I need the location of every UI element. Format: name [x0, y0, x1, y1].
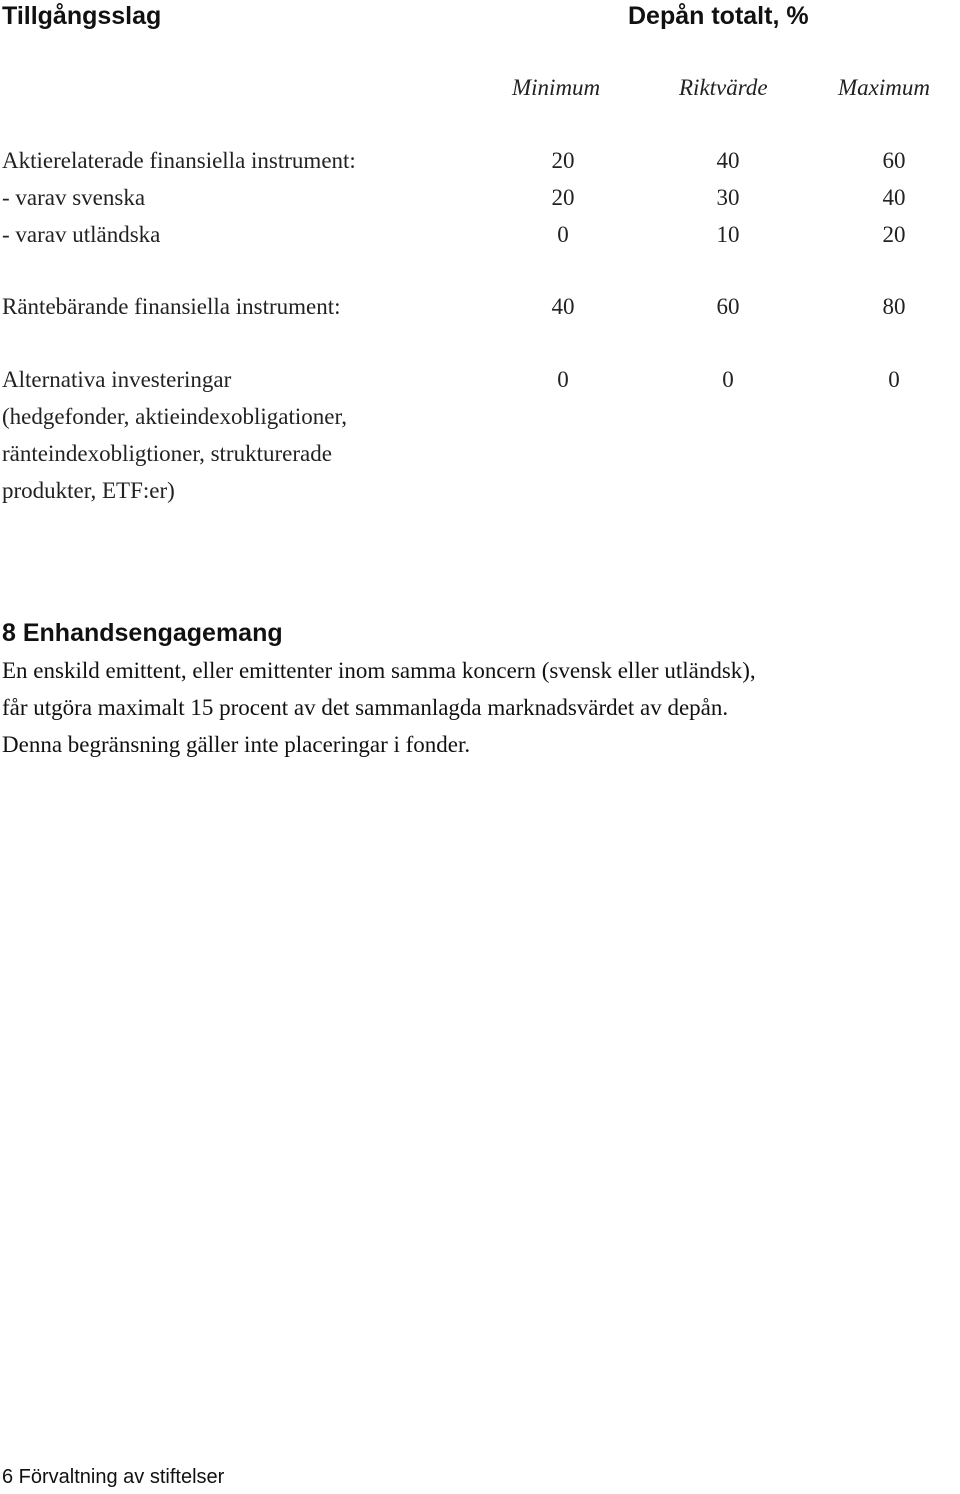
row-fixed-income-min: 40 [551, 294, 575, 319]
row-alternatives-max: 0 [888, 367, 900, 392]
row-label-swedish: - varav svenska [2, 185, 146, 210]
row-label-equity: Aktierelaterade finansiella instrument: [2, 148, 356, 173]
row-foreign-max: 20 [882, 222, 906, 247]
page-footer: 6 Förvaltning av stiftelser [2, 1466, 225, 1488]
row-label-foreign: - varav utländska [2, 222, 161, 247]
row-label-alternatives-line4: produkter, ETF:er) [2, 478, 175, 503]
column-header-riktvarde: Riktvärde [679, 75, 768, 100]
row-swedish-max: 40 [882, 185, 906, 210]
row-swedish-target: 30 [716, 185, 740, 210]
row-label-alternatives-line3: ränteindexobligtioner, strukturerade [2, 441, 332, 466]
row-equity-min: 20 [551, 148, 575, 173]
section-paragraph-line3: Denna begränsning gäller inte placeringar i fonder. [2, 732, 471, 757]
section-paragraph-line2: får utgöra maximalt 15 procent av det sammanlagda marknadsvärdet av depån. [2, 695, 729, 720]
section-title: 8 Enhandsengagemang [2, 619, 283, 647]
column-header-minimum: Minimum [512, 75, 601, 100]
row-equity-target: 40 [716, 148, 740, 173]
row-foreign-min: 0 [557, 222, 569, 247]
row-label-alternatives: Alternativa investeringar [2, 367, 232, 392]
row-foreign-target: 10 [716, 222, 740, 247]
row-label-alternatives-line2: (hedgefonder, aktieindexobligationer, [2, 404, 347, 429]
row-label-fixed-income: Räntebärande finansiella instrument: [2, 294, 341, 319]
depot-total-heading: Depån totalt, % [628, 2, 809, 30]
row-alternatives-target: 0 [722, 367, 734, 392]
section-paragraph-line1: En enskild emittent, eller emittenter inom samma koncern (svensk eller utländsk), [2, 658, 756, 683]
row-fixed-income-max: 80 [882, 294, 906, 319]
row-swedish-min: 20 [551, 185, 575, 210]
row-alternatives-min: 0 [557, 367, 569, 392]
row-equity-max: 60 [882, 148, 906, 173]
column-header-maximum: Maximum [838, 75, 930, 100]
row-fixed-income-target: 60 [716, 294, 740, 319]
asset-class-heading: Tillgångsslag [2, 2, 162, 30]
